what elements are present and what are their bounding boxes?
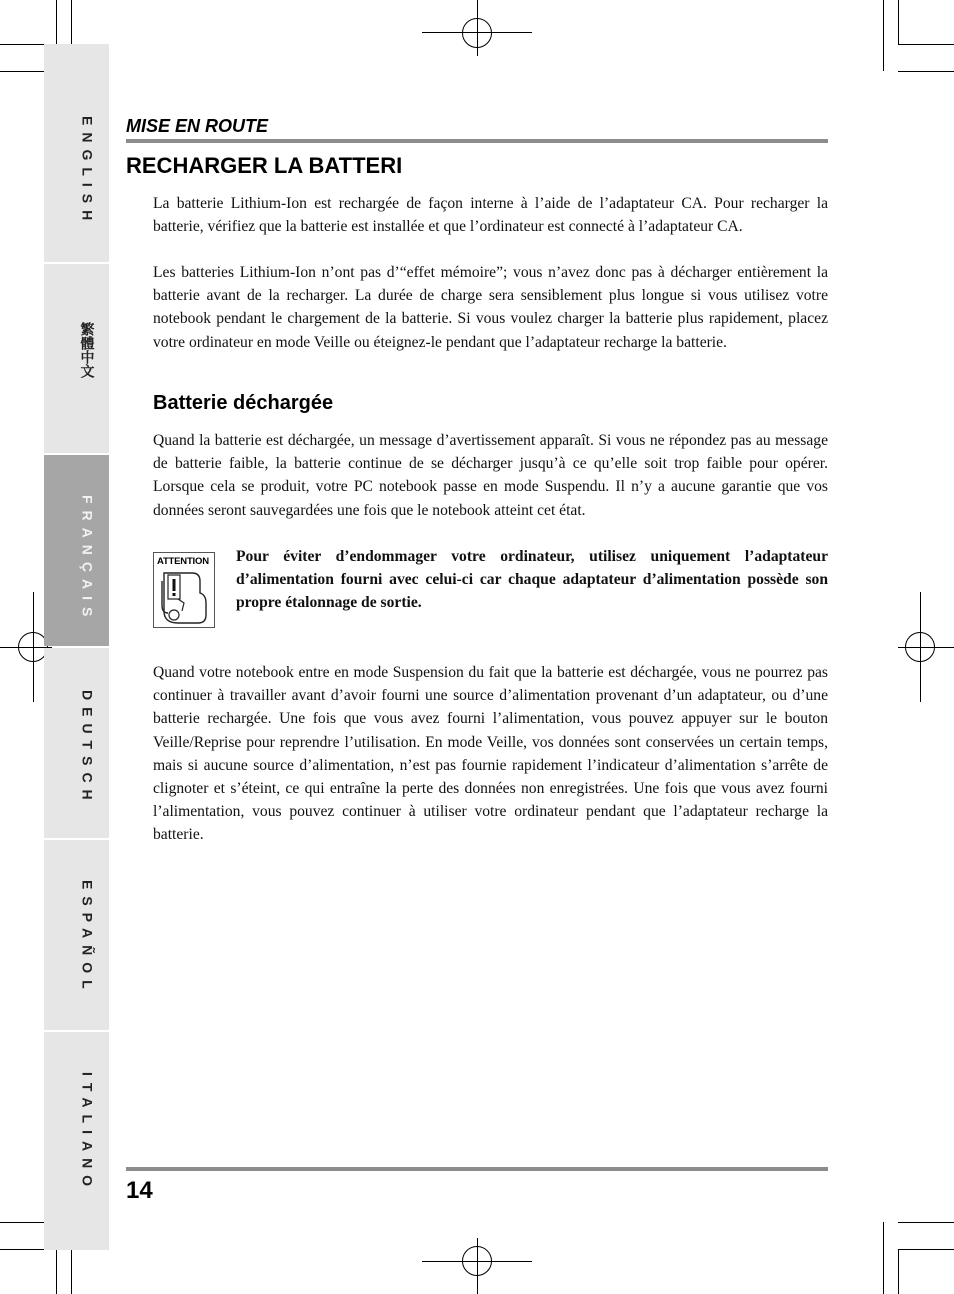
crop-mark (898, 71, 954, 72)
crop-mark (56, 1249, 57, 1294)
tab-italiano[interactable] (44, 1032, 109, 1250)
crop-mark (883, 0, 884, 71)
page-number: 14 (126, 1177, 153, 1204)
attention-box (153, 552, 215, 628)
tab-chinese[interactable] (44, 264, 109, 453)
tab-label: ESPAÑOL (79, 880, 96, 996)
crop-mark (898, 1249, 899, 1294)
tab-english[interactable] (44, 44, 109, 262)
crop-mark (898, 44, 954, 45)
tab-espanol[interactable] (44, 840, 109, 1030)
registration-mark (462, 18, 492, 48)
tab-deutsch[interactable] (44, 648, 109, 838)
tab-label: DEUTSCH (79, 690, 96, 807)
tab-francais[interactable] (44, 455, 109, 646)
top-rule (126, 139, 828, 143)
registration-mark (462, 1246, 492, 1276)
attention-label: ATTENTION (157, 556, 209, 567)
tab-label: ITALIANO (79, 1072, 96, 1194)
paragraph-4: Quand votre notebook entre en mode Suspension du fait que la batterie est déchargée, vous ne pourrez pas continuer à travailler avant d’avoir fourni une source d’alimentation provenant d’un adaptateur, ou d’une batterie rechargée. Une fois que vous avez fourni l’alimentation, vous pouvez appuyer sur le bouton Veille/Reprise pour reprendre l’utilisation. En mode Veille, vos données sont conservées un certain temps, mais si aucune source d’alimentation, n’est pas fournie rapidement l’indicateur d’alimentation s’arrête de clignoter et s’éteint, ce qui entraîne la perte des données non enregistrées. Une fois que vous avez fourni l’alimentation, vous pouvez continuer à utiliser votre ordinateur pendant que l’adaptateur recharge la batterie. (153, 664, 828, 844)
bottom-rule (126, 1167, 828, 1171)
crop-mark (898, 1249, 954, 1250)
paragraph-1: La batterie Lithium-Ion est rechargée de façon interne à l’aide de l’adaptateur CA. Pour recharger la batterie, vérifiez que la batterie est installée et que l’ordinateur est connecté à l’adaptateur CA. (153, 195, 828, 236)
crop-mark (898, 0, 899, 44)
paragraph-2: Les batteries Lithium-Ion n’ont pas d’“effet mémoire”; vous n’avez donc pas à décharger entièrement la batterie avant de la recharger. La durée de charge sera sensiblement plus longue si vous utilisez votre notebook pendant le chargement de la batterie. Si vous voulez charger la batterie plus rapidement, placez votre ordinateur en mode Veille ou éteignez-le pendant que l’adaptateur recharge la batterie. (153, 264, 828, 351)
crop-mark (56, 0, 57, 44)
language-tabs (44, 44, 109, 1250)
subsection-title: Batterie déchargée (153, 392, 334, 414)
attention-text: Pour éviter d’endommager votre ordinateur, utilisez uniquement l’adaptateur d’alimentation fourni avec celui-ci car chaque adaptateur d’alimentation possède son propre étalonnage de sortie. (236, 548, 828, 612)
crop-mark (898, 1222, 954, 1223)
section-title: MISE EN ROUTE (126, 116, 269, 136)
tab-label: FRANÇAIS (79, 495, 96, 624)
attention-icon (154, 553, 216, 629)
tab-label: ENGLISH (79, 116, 96, 228)
page-title: RECHARGER LA BATTERI (126, 153, 403, 178)
tab-label: 繁體中文 (79, 322, 96, 378)
crop-mark (883, 1222, 884, 1294)
registration-mark (905, 632, 935, 662)
paragraph-3: Quand la batterie est déchargée, un message d’avertissement apparaît. Si vous ne répondez pas au message de batterie faible, la batterie continue de se décharger jusqu’à ce qu’elle soit trop faible pour opérer. Lorsque cela se produit, votre PC notebook passe en mode Suspendu. Il n’y a aucune garantie que vos données seront sauvegardées une fois que le notebook atteint cet état. (153, 432, 828, 519)
